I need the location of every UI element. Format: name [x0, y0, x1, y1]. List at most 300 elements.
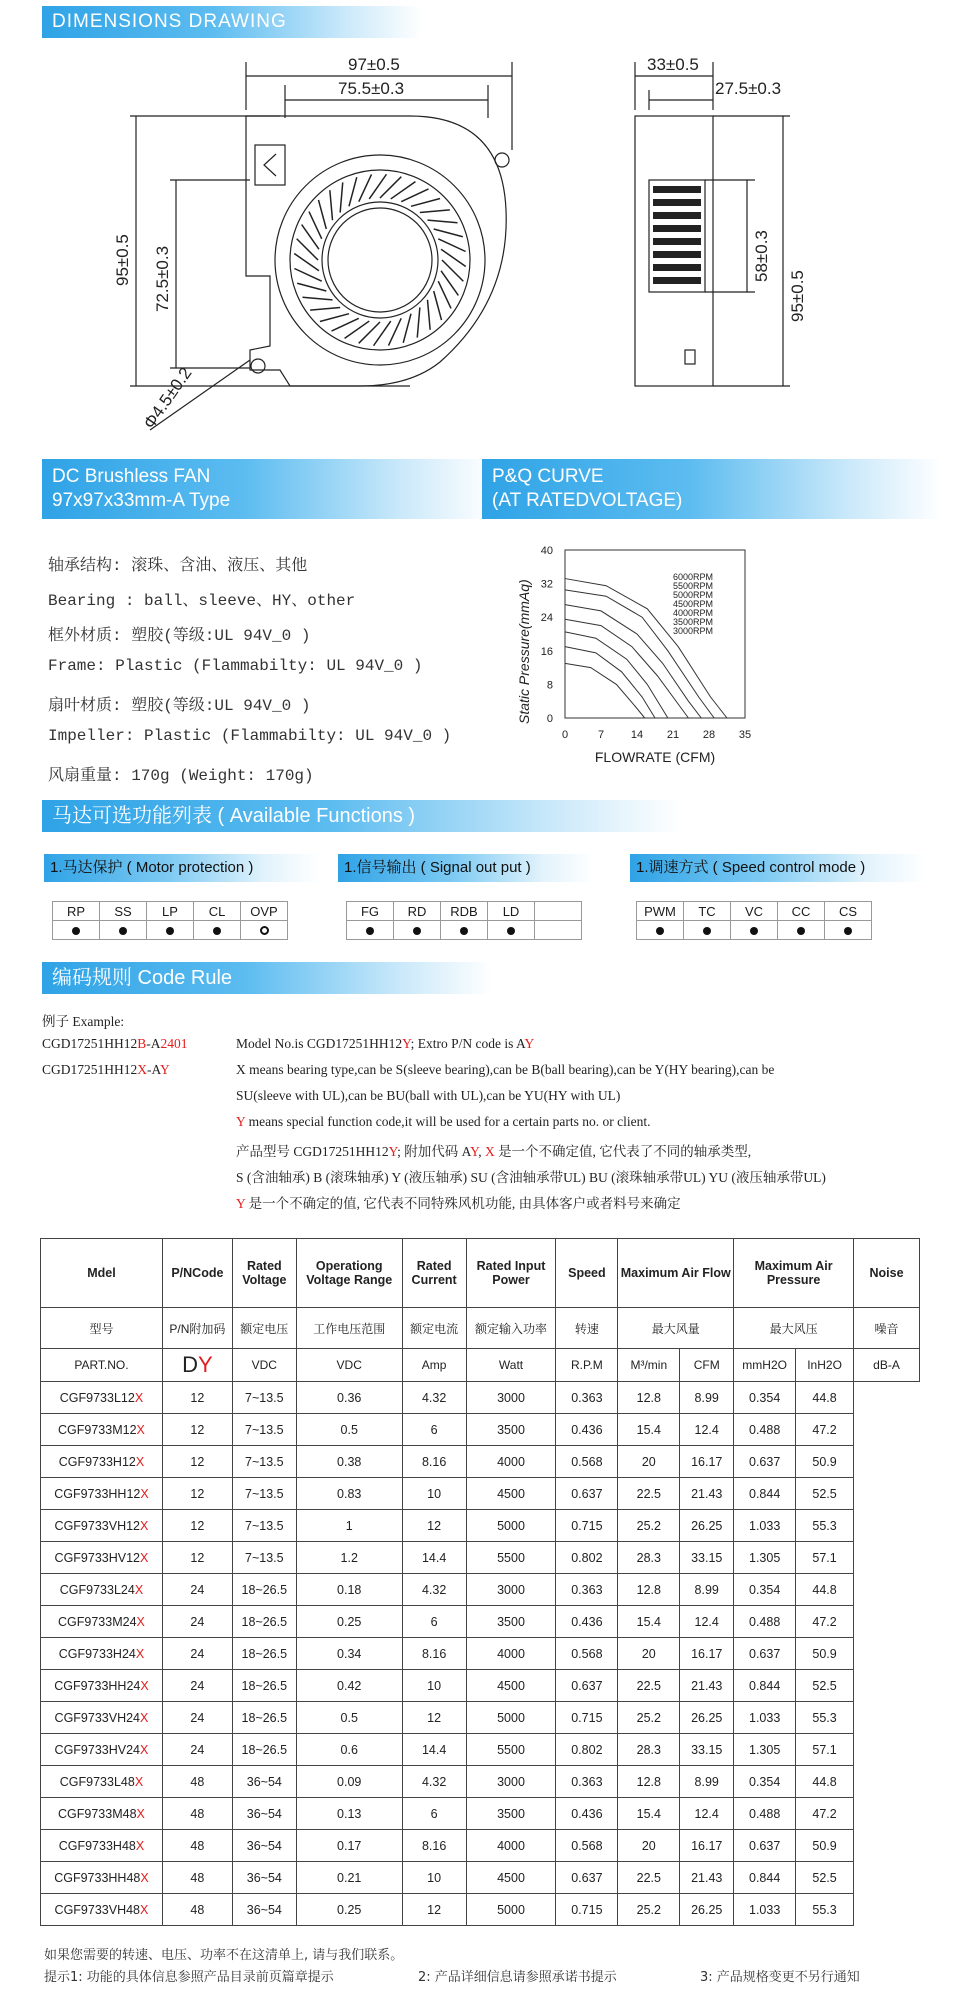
spec-impeller-en: Impeller: Plastic (Flammabilty: UL 94V_0 )	[48, 727, 452, 745]
row-voltage-range: 7~13.5	[232, 1382, 296, 1414]
row-cfm: 15.4	[618, 1414, 680, 1446]
row-noise: 55.3	[796, 1510, 854, 1542]
code-rule-title: 编码规则 Code Rule	[52, 967, 233, 989]
impeller-blade	[309, 212, 322, 239]
footer-note-2: 2: 产品详细信息请参照承诺书提示	[418, 1970, 617, 1985]
row-m3min: 0.363	[556, 1382, 618, 1414]
legend-label: 3500RPM	[673, 617, 714, 627]
sub-voltage-range: 工作电压范围	[296, 1308, 402, 1349]
header-input-power: Rated Input Power	[466, 1239, 556, 1308]
row-voltage-range: 7~13.5	[232, 1478, 296, 1510]
row-inh2o: 0.354	[734, 1766, 796, 1798]
row-noise: 50.9	[796, 1446, 854, 1478]
spec-bearing-en: Bearing : ball、sleeve、HY、other	[48, 592, 356, 610]
row-input-power: 10	[402, 1478, 466, 1510]
row-cfm: 15.4	[618, 1606, 680, 1638]
dim-front-hole: Φ4.5±0.2	[139, 363, 196, 433]
x-tick-label: 21	[666, 729, 680, 741]
signal-output-title: 1.信号输出 ( Signal out put )	[338, 854, 594, 882]
row-mmh2o: 33.15	[680, 1734, 734, 1766]
row-rated-voltage: 12	[162, 1414, 232, 1446]
row-voltage-range: 36~54	[232, 1894, 296, 1926]
header-voltage-range: Operationg Voltage Range	[296, 1239, 402, 1308]
row-rated-voltage: 24	[162, 1734, 232, 1766]
row-speed: 4500	[466, 1478, 556, 1510]
row-model: CGF9733VH24X	[41, 1702, 163, 1734]
row-model: CGF9733HV12X	[41, 1542, 163, 1574]
row-model: CGF9733HV24X	[41, 1734, 163, 1766]
motor-col-rp: RP	[53, 902, 100, 921]
row-input-power: 4.32	[402, 1766, 466, 1798]
row-m3min: 0.715	[556, 1510, 618, 1542]
impeller-blade	[441, 249, 466, 266]
row-m3min: 0.637	[556, 1862, 618, 1894]
sub-pn-code: P/N附加码	[162, 1308, 232, 1349]
support-dot	[413, 927, 421, 935]
code-rule-banner	[42, 962, 492, 994]
row-model: CGF9733HH24X	[41, 1670, 163, 1702]
row-cfm: 20	[618, 1638, 680, 1670]
table-row	[41, 1542, 920, 1574]
row-cfm: 22.5	[618, 1862, 680, 1894]
row-noise: 47.2	[796, 1414, 854, 1446]
spec-weight: 风扇重量: 170g (Weight: 170g)	[48, 767, 314, 785]
row-voltage-range: 18~26.5	[232, 1702, 296, 1734]
impeller-blade	[349, 177, 357, 206]
y-meaning-line: Y means special function code,it will be used for a certain parts no. or client.	[236, 1114, 651, 1129]
series-line	[565, 632, 668, 718]
row-cfm: 25.2	[618, 1894, 680, 1926]
row-m3min: 0.436	[556, 1414, 618, 1446]
row-rated-voltage: 24	[162, 1670, 232, 1702]
support-dot	[366, 927, 374, 935]
row-speed: 4500	[466, 1862, 556, 1894]
table-row	[41, 1894, 920, 1926]
row-mmh2o: 16.17	[680, 1638, 734, 1670]
support-dot	[750, 927, 758, 935]
impeller-blade	[318, 200, 326, 229]
x-meaning-line2: SU(sleeve with UL),can be BU(ball with UL),can be YU(HY with UL)	[236, 1088, 621, 1103]
row-m3min: 0.802	[556, 1542, 618, 1574]
row-rated-voltage: 24	[162, 1606, 232, 1638]
row-speed: 3000	[466, 1574, 556, 1606]
impeller-blade	[369, 174, 386, 199]
row-model: CGF9733VH12X	[41, 1510, 163, 1542]
row-m3min: 0.568	[556, 1830, 618, 1862]
unit-voltage-range: VDC	[296, 1349, 402, 1382]
row-inh2o: 0.354	[734, 1382, 796, 1414]
row-speed: 5500	[466, 1734, 556, 1766]
support-dot	[844, 927, 852, 935]
row-input-power: 14.4	[402, 1542, 466, 1574]
row-noise: 52.5	[796, 1670, 854, 1702]
unit-rated-voltage: VDC	[232, 1349, 296, 1382]
header-model: Mdel	[41, 1239, 163, 1308]
fan-title-line2: 97x97x33mm-A Type	[52, 490, 231, 511]
sub-model: 型号	[41, 1308, 163, 1349]
spec-impeller-cn: 扇叶材质: 塑胶(等级:UL 94V_0 )	[48, 697, 311, 715]
impeller-blade	[332, 318, 359, 331]
row-inh2o: 1.033	[734, 1510, 796, 1542]
legend-label: 6000RPM	[673, 572, 714, 582]
row-cfm: 22.5	[618, 1670, 680, 1702]
support-dot	[507, 927, 515, 935]
fan-title-line1: DC Brushless FAN	[52, 466, 211, 487]
speed-col-pwm: PWM	[637, 902, 684, 921]
row-cfm: 15.4	[618, 1798, 680, 1830]
row-input-power: 8.16	[402, 1830, 466, 1862]
spec-bearing-cn: 轴承结构: 滚珠、含油、液压、其他	[48, 557, 308, 575]
y-tick-label: 24	[540, 612, 553, 625]
row-model: CGF9733L12X	[41, 1382, 163, 1414]
side-vent-slat	[653, 238, 701, 245]
side-vent-slat	[653, 186, 701, 193]
header-pn-code: P/NCode	[162, 1239, 232, 1308]
row-speed: 4000	[466, 1830, 556, 1862]
signal-col-rd: RD	[394, 902, 441, 921]
impeller-blade	[434, 291, 442, 320]
table-row	[41, 1446, 920, 1478]
row-cfm: 28.3	[618, 1542, 680, 1574]
y-tick-label: 32	[540, 578, 553, 591]
row-rated-voltage: 12	[162, 1510, 232, 1542]
series-line	[565, 619, 688, 718]
dimensions-title: DIMENSIONS DRAWING	[52, 11, 287, 32]
header-rated-voltage: Rated Voltage	[232, 1239, 296, 1308]
row-inh2o: 0.637	[734, 1446, 796, 1478]
x-tick-label: 14	[630, 729, 644, 741]
row-noise: 52.5	[796, 1478, 854, 1510]
row-rated-current: 0.21	[296, 1862, 402, 1894]
cn-rule-line1: 产品型号 CGD17251HH12Y; 附加代码 AY, X 是一个不确定值, 它代表了不同的轴承类型,	[236, 1144, 752, 1159]
row-mmh2o: 8.99	[680, 1574, 734, 1606]
row-speed: 3500	[466, 1798, 556, 1830]
impeller-blade	[427, 220, 457, 223]
row-rated-voltage: 12	[162, 1446, 232, 1478]
example-code-2: CGD17251HH12X-AY	[42, 1062, 170, 1077]
row-m3min: 0.802	[556, 1734, 618, 1766]
row-m3min: 0.363	[556, 1766, 618, 1798]
impeller-blade	[438, 281, 451, 308]
side-vent-slat	[653, 251, 701, 258]
row-rated-voltage: 24	[162, 1702, 232, 1734]
row-rated-voltage: 48	[162, 1830, 232, 1862]
row-mmh2o: 8.99	[680, 1382, 734, 1414]
unit-rated-current: Amp	[402, 1349, 466, 1382]
row-rated-current: 0.25	[296, 1894, 402, 1926]
row-rated-current: 0.17	[296, 1830, 402, 1862]
row-rated-voltage: 48	[162, 1894, 232, 1926]
x-tick-label: 28	[702, 729, 716, 741]
dim-front-width-inner: 75.5±0.3	[338, 79, 405, 98]
impeller-blade	[374, 321, 391, 346]
row-rated-voltage: 48	[162, 1766, 232, 1798]
row-noise: 57.1	[796, 1542, 854, 1574]
row-m3min: 0.637	[556, 1478, 618, 1510]
row-cfm: 25.2	[618, 1510, 680, 1542]
row-voltage-range: 7~13.5	[232, 1414, 296, 1446]
support-dot	[656, 927, 664, 935]
row-voltage-range: 18~26.5	[232, 1734, 296, 1766]
row-rated-voltage: 48	[162, 1798, 232, 1830]
table-row	[41, 1862, 920, 1894]
row-voltage-range: 36~54	[232, 1862, 296, 1894]
row-cfm: 12.8	[618, 1766, 680, 1798]
speed-col-cc: CC	[778, 902, 825, 921]
legend-label: 4000RPM	[673, 608, 714, 618]
row-inh2o: 1.305	[734, 1734, 796, 1766]
row-rated-voltage: 48	[162, 1862, 232, 1894]
row-rated-current: 0.38	[296, 1446, 402, 1478]
row-rated-voltage: 24	[162, 1574, 232, 1606]
row-input-power: 6	[402, 1798, 466, 1830]
table-row	[41, 1606, 920, 1638]
row-model: CGF9733M48X	[41, 1798, 163, 1830]
dim-front-height-outer: 95±0.5	[113, 234, 132, 286]
motor-col-lp: LP	[147, 902, 194, 921]
row-inh2o: 1.033	[734, 1702, 796, 1734]
table-row	[41, 1478, 920, 1510]
support-dot	[213, 927, 221, 935]
motor-col-ovp: OVP	[241, 902, 288, 921]
speed-control-table	[636, 901, 872, 940]
row-mmh2o: 16.17	[680, 1446, 734, 1478]
legend-label: 5500RPM	[673, 581, 714, 591]
row-voltage-range: 7~13.5	[232, 1542, 296, 1574]
motor-col-ss: SS	[100, 902, 147, 921]
support-dot	[703, 927, 711, 935]
footer-note-3: 3: 产品规格变更不另行通知	[700, 1970, 860, 1985]
pn-code-cell: DY	[162, 1349, 232, 1382]
row-noise: 44.8	[796, 1382, 854, 1414]
unit-m3min: M³/min	[618, 1349, 680, 1382]
unit-inh2o: InH2O	[796, 1349, 854, 1382]
row-noise: 44.8	[796, 1574, 854, 1606]
row-mmh2o: 12.4	[680, 1414, 734, 1446]
sub-speed: 转速	[556, 1308, 618, 1349]
sub-rated-current: 额定电流	[402, 1308, 466, 1349]
impeller-blade	[330, 190, 333, 220]
table-row	[41, 1414, 920, 1446]
row-speed: 4000	[466, 1638, 556, 1670]
row-model: CGF9733H12X	[41, 1446, 163, 1478]
header-air-pressure: Maximum Air Pressure	[734, 1239, 854, 1308]
side-vent-slat	[653, 264, 701, 271]
side-vent-slat	[653, 225, 701, 232]
row-voltage-range: 36~54	[232, 1830, 296, 1862]
row-speed: 3500	[466, 1606, 556, 1638]
sub-input-power: 额定输入功率	[466, 1308, 556, 1349]
row-model: CGF9733M24X	[41, 1606, 163, 1638]
row-mmh2o: 26.25	[680, 1894, 734, 1926]
row-speed: 3000	[466, 1766, 556, 1798]
footer-note-1: 提示1: 功能的具体信息参照产品目录前页篇章提示	[44, 1970, 334, 1985]
row-m3min: 0.436	[556, 1606, 618, 1638]
row-mmh2o: 12.4	[680, 1798, 734, 1830]
side-vent-slat	[653, 212, 701, 219]
side-vent-slat	[653, 199, 701, 206]
sub-air-flow: 最大风量	[618, 1308, 734, 1349]
row-input-power: 12	[402, 1702, 466, 1734]
table-row	[41, 1830, 920, 1862]
motor-protection-table	[52, 901, 288, 940]
row-rated-voltage: 12	[162, 1382, 232, 1414]
table-row	[41, 1574, 920, 1606]
row-inh2o: 1.305	[734, 1542, 796, 1574]
cn-rule-line2: S (含油轴承) B (滚珠轴承) Y (液压轴承) SU (含油轴承带UL) BU (滚珠轴承带UL) YU (液压轴承带UL)	[236, 1170, 826, 1185]
speed-control-title: 1.调速方式 ( Speed control mode )	[630, 854, 926, 882]
row-rated-current: 0.13	[296, 1798, 402, 1830]
impeller-blade	[401, 189, 428, 202]
row-m3min: 0.568	[556, 1638, 618, 1670]
legend-label: 3000RPM	[673, 626, 714, 636]
unit-input-power: Watt	[466, 1349, 556, 1382]
fan-title-banner	[42, 459, 492, 519]
table-row	[41, 1638, 920, 1670]
row-rated-current: 0.34	[296, 1638, 402, 1670]
row-rated-current: 0.42	[296, 1670, 402, 1702]
pq-title-line2: (AT RATEDVOLTAGE)	[492, 490, 683, 511]
row-speed: 5000	[466, 1702, 556, 1734]
y-tick-label: 16	[540, 645, 553, 658]
row-noise: 47.2	[796, 1606, 854, 1638]
row-model: CGF9733M12X	[41, 1414, 163, 1446]
row-rated-current: 0.09	[296, 1766, 402, 1798]
row-cfm: 22.5	[618, 1478, 680, 1510]
row-noise: 52.5	[796, 1862, 854, 1894]
impeller-blade	[320, 314, 349, 322]
row-input-power: 8.16	[402, 1446, 466, 1478]
row-rated-current: 0.83	[296, 1478, 402, 1510]
pq-curve-chart	[505, 540, 825, 790]
row-input-power: 12	[402, 1894, 466, 1926]
sub-air-pressure: 最大风压	[734, 1308, 854, 1349]
dim-side-width-inner: 27.5±0.3	[715, 79, 782, 98]
speed-col-vc: VC	[731, 902, 778, 921]
row-speed: 3000	[466, 1382, 556, 1414]
x-meaning-line1: X means bearing type,can be S(sleeve bearing),can be B(ball bearing),can be Y(HY bearing),can be	[236, 1062, 775, 1077]
row-model: CGF9733HH48X	[41, 1862, 163, 1894]
front-view-drawing	[110, 50, 530, 450]
row-cfm: 20	[618, 1830, 680, 1862]
row-speed: 3500	[466, 1414, 556, 1446]
side-view-drawing	[615, 50, 845, 410]
support-dot	[119, 927, 127, 935]
dimensions-banner	[42, 6, 422, 38]
row-inh2o: 0.354	[734, 1574, 796, 1606]
row-model: CGF9733H24X	[41, 1638, 163, 1670]
row-voltage-range: 7~13.5	[232, 1510, 296, 1542]
header-speed: Speed	[556, 1239, 618, 1308]
pq-title-banner	[482, 459, 942, 519]
row-inh2o: 0.488	[734, 1798, 796, 1830]
row-mmh2o: 21.43	[680, 1862, 734, 1894]
unit-part-no: PART.NO.	[41, 1349, 163, 1382]
model-spec-table	[40, 1238, 920, 1926]
row-voltage-range: 18~26.5	[232, 1606, 296, 1638]
unit-dba: dB-A	[854, 1349, 920, 1382]
signal-col-empty	[535, 902, 582, 921]
row-noise: 50.9	[796, 1830, 854, 1862]
row-cfm: 25.2	[618, 1702, 680, 1734]
row-input-power: 10	[402, 1862, 466, 1894]
y-tick-label: 40	[540, 545, 553, 557]
row-model: CGF9733H48X	[41, 1830, 163, 1862]
example-label: 例子 Example:	[42, 1014, 125, 1029]
row-cfm: 12.8	[618, 1574, 680, 1606]
impeller-blade	[340, 182, 343, 212]
unit-mmh2o: mmH2O	[734, 1349, 796, 1382]
row-rated-current: 0.18	[296, 1574, 402, 1606]
dim-side-width-outer: 33±0.5	[647, 55, 699, 74]
row-rated-current: 0.5	[296, 1414, 402, 1446]
row-model: CGF9733VH48X	[41, 1894, 163, 1926]
header-noise: Noise	[854, 1239, 920, 1308]
row-input-power: 6	[402, 1606, 466, 1638]
row-inh2o: 0.844	[734, 1478, 796, 1510]
row-rated-current: 0.6	[296, 1734, 402, 1766]
impeller-blade	[427, 300, 430, 330]
speed-col-tc: TC	[684, 902, 731, 921]
row-noise: 55.3	[796, 1894, 854, 1926]
x-axis-label: FLOWRATE (CFM)	[594, 749, 716, 765]
row-mmh2o: 12.4	[680, 1606, 734, 1638]
pq-title-line1: P&Q CURVE	[492, 466, 604, 487]
model-line: Model No.is CGD17251HH12Y; Extro P/N code is AY	[236, 1036, 535, 1051]
row-rated-current: 1.2	[296, 1542, 402, 1574]
table-row	[41, 1766, 920, 1798]
functions-title: 马达可选功能列表 ( Available Functions )	[52, 805, 416, 827]
row-speed: 5000	[466, 1510, 556, 1542]
legend-label: 5000RPM	[673, 590, 714, 600]
unit-cfm: CFM	[680, 1349, 734, 1382]
row-mmh2o: 33.15	[680, 1542, 734, 1574]
row-inh2o: 0.844	[734, 1670, 796, 1702]
series-line	[565, 663, 645, 718]
row-input-power: 6	[402, 1414, 466, 1446]
row-noise: 55.3	[796, 1702, 854, 1734]
spec-frame-cn: 框外材质: 塑胶(等级:UL 94V_0 )	[48, 627, 311, 645]
dim-front-width-outer: 97±0.5	[348, 55, 400, 74]
row-m3min: 0.715	[556, 1702, 618, 1734]
header-air-flow: Maximum Air Flow	[618, 1239, 734, 1308]
table-row	[41, 1734, 920, 1766]
row-mmh2o: 21.43	[680, 1478, 734, 1510]
row-speed: 5000	[466, 1894, 556, 1926]
signal-output-table	[346, 901, 582, 940]
row-noise: 50.9	[796, 1638, 854, 1670]
row-m3min: 0.715	[556, 1894, 618, 1926]
row-inh2o: 0.844	[734, 1862, 796, 1894]
support-dot	[797, 927, 805, 935]
table-row	[41, 1382, 920, 1414]
table-row	[41, 1670, 920, 1702]
footer-contact: 如果您需要的转速、电压、功率不在这清单上, 请与我们联系。	[44, 1948, 404, 1963]
row-inh2o: 0.637	[734, 1830, 796, 1862]
impeller-blade	[310, 307, 340, 310]
support-dot	[460, 927, 468, 935]
row-cfm: 20	[618, 1446, 680, 1478]
x-tick-label: 35	[738, 729, 752, 741]
row-input-power: 8.16	[402, 1638, 466, 1670]
legend-label: 4500RPM	[673, 599, 714, 609]
row-noise: 44.8	[796, 1766, 854, 1798]
support-dot	[166, 927, 174, 935]
y-tick-label: 8	[546, 679, 553, 692]
row-voltage-range: 36~54	[232, 1798, 296, 1830]
cn-rule-line3: Y 是一个不确定的值, 它代表不同特殊风机功能, 由具体客户或者料号来确定	[236, 1196, 681, 1211]
dim-side-height-outer: 95±0.5	[788, 270, 807, 322]
